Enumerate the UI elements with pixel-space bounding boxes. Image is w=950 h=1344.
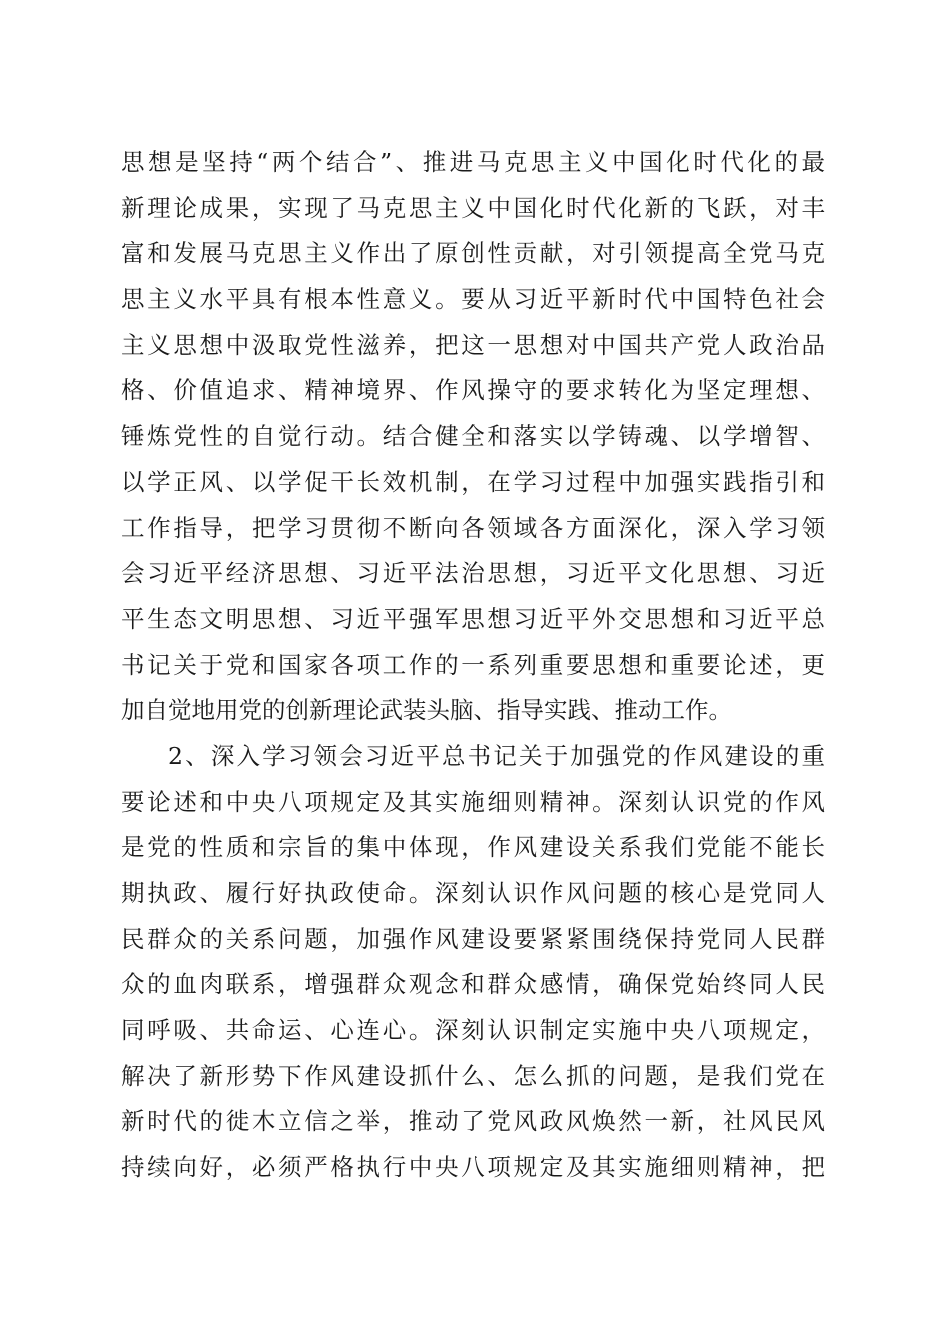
text-line: 众的血肉联系，增强群众观念和群众感情，确保党始终同人民: [121, 970, 825, 999]
text-line: 是党的性质和宗旨的集中体现，作风建设关系我们党能不能长: [121, 833, 825, 862]
text-line: 主义思想中汲取党性滋养，把这一思想对中国共产党人政治品: [121, 330, 825, 359]
text-line: 持续向好，必须严格执行中央八项规定及其实施细则精神，把: [121, 1153, 825, 1182]
text-line: 平生态文明思想、习近平强军思想习近平外交思想和习近平总: [121, 604, 825, 633]
text-line: 工作指导，把学习贯彻不断向各领域各方面深化，深入学习领: [121, 513, 825, 542]
text-line: 以学正风、以学促干长效机制，在学习过程中加强实践指引和: [121, 467, 825, 496]
text-line: 会习近平经济思想、习近平法治思想，习近平文化思想、习近: [121, 559, 825, 588]
text-line: 期执政、履行好执政使命。深刻认识作风问题的核心是党同人: [121, 879, 825, 907]
text-line: 要论述和中央八项规定及其实施细则精神。深刻认识党的作风: [121, 787, 825, 816]
paragraph-1: [121, 140, 825, 734]
text-line: 解决了新形势下作风建设抓什么、怎么抓的问题，是我们党在: [121, 1061, 825, 1090]
text-line: 民群众的关系问题，加强作风建设要紧紧围绕保持党同人民群: [121, 924, 825, 953]
text-line: 格、价值追求、精神境界、作风操守的要求转化为坚定理想、: [121, 376, 825, 405]
text-line: 新理论成果，实现了马克思主义中国化时代化新的飞跃，对丰: [121, 193, 825, 222]
text-line: 锤炼党性的自觉行动。结合健全和落实以学铸魂、以学增智、: [121, 422, 825, 451]
text-line: 加自觉地用党的创新理论武装头脑、指导实践、推动工作。: [121, 696, 732, 725]
text-line: 书记关于党和国家各项工作的一系列重要思想和重要论述，更: [121, 650, 825, 679]
body-text: [121, 140, 825, 1191]
text-line: 2、深入学习领会习近平总书记关于加强党的作风建设的重: [168, 741, 825, 770]
text-line: 思想是坚持“两个结合”、推进马克思主义中国化时代化的最: [121, 148, 825, 176]
text-line: 富和发展马克思主义作出了原创性贡献，对引领提高全党马克: [121, 239, 825, 268]
text-line: 新时代的徙木立信之举，推动了党风政风焕然一新，社风民风: [121, 1107, 825, 1136]
paragraph-2: [121, 734, 825, 1191]
text-line: 思主义水平具有根本性意义。要从习近平新时代中国特色社会: [121, 285, 825, 314]
text-line: 同呼吸、共命运、心连心。深刻认识制定实施中央八项规定，: [121, 1016, 825, 1045]
